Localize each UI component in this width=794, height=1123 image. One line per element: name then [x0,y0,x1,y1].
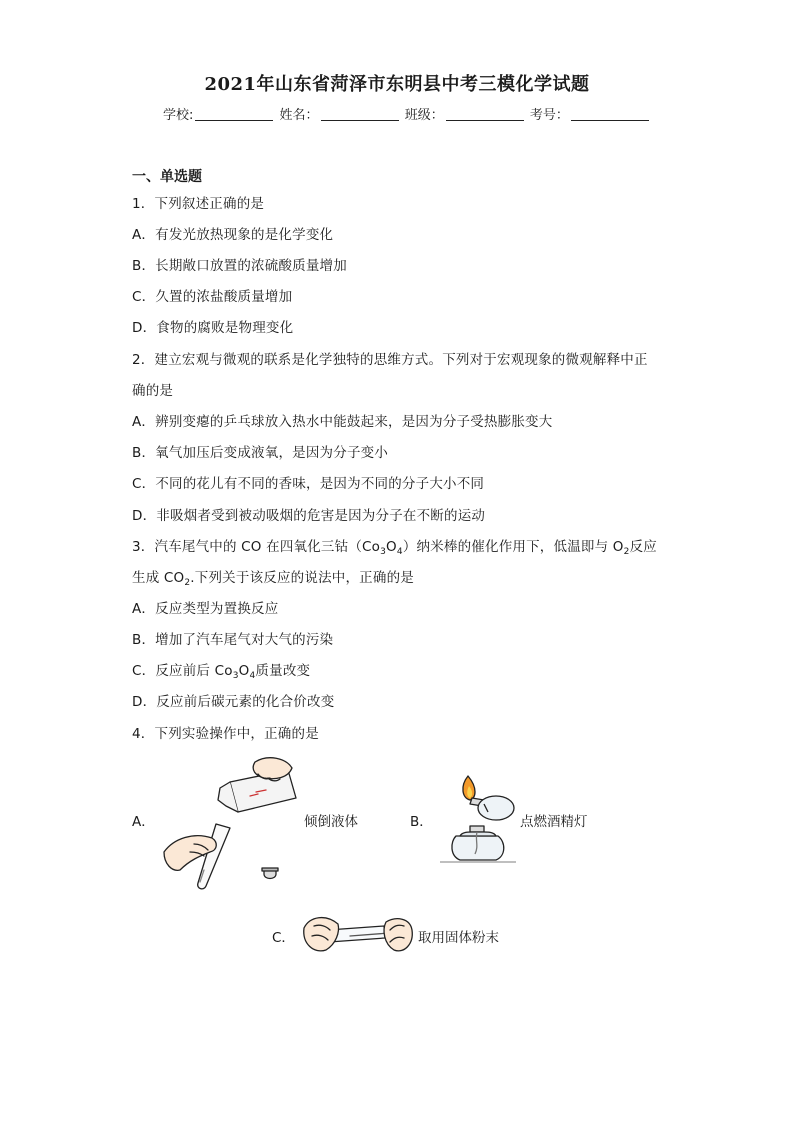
q4-option-c-caption: 取用固体粉末 [418,930,499,946]
student-info-row [163,104,651,123]
alcohol-lamp-illustration [436,770,520,866]
q1-option-a[interactable]: A．有发光放热现象的是化学变化 [132,227,334,243]
name-blank[interactable] [321,120,399,121]
name-label: 姓名： [279,108,319,123]
school-blank[interactable] [195,120,273,121]
school-label: 学校: [163,108,194,123]
q4-option-a-label[interactable]: A． [132,814,155,830]
q3-option-b[interactable]: B．增加了汽车尾气对大气的污染 [132,632,334,648]
number-blank[interactable] [571,120,649,121]
q2-option-d[interactable]: D．非吸烟者受到被动吸烟的危害是因为分子在不断的运动 [132,508,486,524]
q1-option-b[interactable]: B．长期敞口放置的浓硫酸质量增加 [132,258,347,274]
page-title: 2021年山东省菏泽市东明县中考三模化学试题 [204,74,590,95]
q3-stem-line1: 3．汽车尾气中的 CO 在四氧化三钴$(Co_3O_4)$纳米棒的催化作用下，低温即与 $O_2$反应 [132,539,657,557]
q4-option-c-label[interactable]: C． [272,930,295,946]
q2-option-c[interactable]: C．不同的花儿有不同的香味，是因为不同的分子大小不同 [132,476,485,492]
q2-stem-line1: 2．建立宏观与微观的联系是化学独特的思维方式。下列对于宏观现象的微观解释中正 [132,352,648,368]
class-label: 班级： [404,108,444,123]
q1-option-c[interactable]: C．久置的浓盐酸质量增加 [132,289,293,305]
q3-option-d[interactable]: D．反应前后碳元素的化合价改变 [132,694,335,710]
q2-stem-line2: 确的是 [132,383,174,399]
q4-option-a-caption: 倾倒液体 [304,814,358,830]
class-blank[interactable] [446,120,524,121]
q1-option-d[interactable]: D．食物的腐败是物理变化 [132,320,294,336]
solid-powder-illustration [300,910,416,962]
q3-stem-line2: 生成 $CO_2$.下列关于该反应的说法中，正确的是 [132,570,414,588]
q3-option-c[interactable]: C．反应前后 $Co_3O_4$质量改变 [132,663,311,681]
number-label: 考号： [529,108,569,123]
section-heading: 一、单选题 [132,169,202,185]
pouring-liquid-illustration [160,752,300,892]
q4-stem: 4．下列实验操作中，正确的是 [132,726,319,742]
q4-option-b-caption: 点燃酒精灯 [520,814,588,830]
q2-option-a[interactable]: A．辨别变瘪的乒乓球放入热水中能鼓起来，是因为分子受热膨胀变大 [132,414,553,430]
q4-option-b-label[interactable]: B． [410,814,433,830]
q3-option-a[interactable]: A．反应类型为置换反应 [132,601,279,617]
q2-option-b[interactable]: B．氧气加压后变成液氧，是因为分子变小 [132,445,389,461]
q1-stem: 1．下列叙述正确的是 [132,196,265,212]
